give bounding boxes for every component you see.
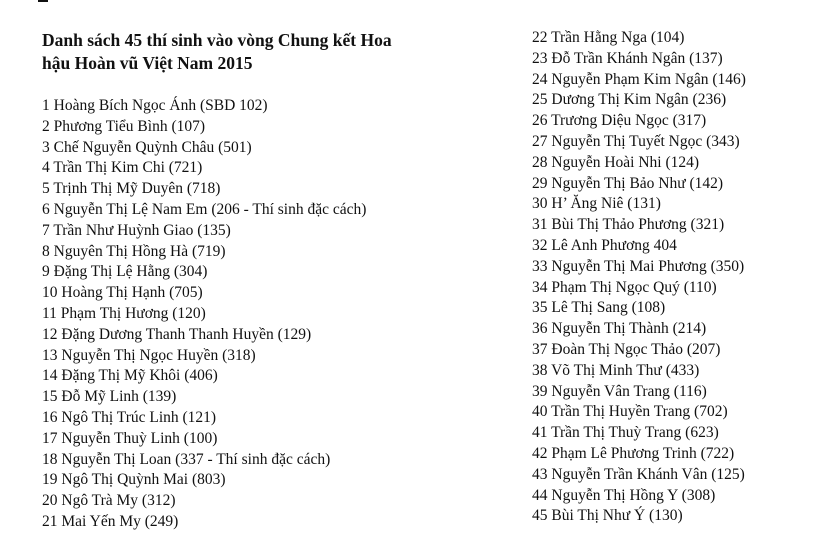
contestant-entry: 45 Bùi Thị Như Ý (130): [532, 507, 683, 525]
document-title: [42, 29, 462, 75]
contestant-entry: 18 Nguyễn Thị Loan (337 - Thí sinh đặc cách): [42, 450, 331, 468]
contestant-entry: 38 Võ Thị Minh Thư (433): [532, 361, 700, 379]
contestant-entry: 41 Trần Thị Thuỳ Trang (623): [532, 424, 719, 442]
contestant-entry: 40 Trần Thị Huyền Trang (702): [532, 403, 728, 421]
contestant-entry: 14 Đặng Thị Mỹ Khôi (406): [42, 367, 218, 385]
contestant-entry: 19 Ngô Thị Quỳnh Mai (803): [42, 471, 226, 489]
contestant-entry: 31 Bùi Thị Thảo Phương (321): [532, 216, 725, 234]
contestant-entry: 2 Phương Tiểu Bình (107): [42, 117, 206, 135]
contestant-entry: 36 Nguyễn Thị Thành (214): [532, 320, 707, 338]
contestant-entry: 11 Phạm Thị Hương (120): [42, 304, 206, 322]
contestant-entry: 20 Ngô Trà My (312): [42, 492, 176, 510]
contestant-entry: 33 Nguyễn Thị Mai Phương (350): [532, 257, 745, 275]
contestant-entry: 30 H’ Ăng Niê (131): [532, 195, 661, 213]
contestant-entry: 25 Dương Thị Kim Ngân (236): [532, 91, 727, 109]
contestant-entry: 13 Nguyễn Thị Ngọc Huyền (318): [42, 346, 256, 364]
title-line-2: hậu Hoàn vũ Việt Nam 2015: [42, 53, 253, 73]
contestant-entry: 35 Lê Thị Sang (108): [532, 299, 666, 317]
title-line-1: Danh sách 45 thí sinh vào vòng Chung kết Hoa: [42, 30, 392, 50]
contestant-entry: 7 Trần Như Huỳnh Giao (135): [42, 221, 231, 239]
contestant-entry: 26 Trương Diệu Ngọc (317): [532, 112, 707, 130]
contestant-entry: 16 Ngô Thị Trúc Linh (121): [42, 408, 217, 426]
contestant-entry: 32 Lê Anh Phương 404: [532, 236, 677, 254]
contestant-entry: 23 Đỗ Trần Khánh Ngân (137): [532, 49, 723, 67]
contestant-entry: 15 Đỗ Mỹ Linh (139): [42, 388, 177, 406]
contestant-entry: 12 Đặng Dương Thanh Thanh Huyền (129): [42, 325, 312, 343]
contestant-list-left: [42, 96, 366, 533]
contestant-entry: 6 Nguyễn Thị Lệ Nam Em (206 - Thí sinh đặc cách): [42, 200, 367, 218]
contestant-entry: 9 Đặng Thị Lệ Hằng (304): [42, 263, 208, 281]
contestant-entry: 27 Nguyễn Thị Tuyết Ngọc (343): [532, 132, 740, 150]
contestant-entry: 8 Nguyên Thị Hồng Hà (719): [42, 242, 226, 260]
contestant-entry: 29 Nguyễn Thị Bảo Như (142): [532, 174, 724, 192]
contestant-entry: 21 Mai Yến My (249): [42, 512, 179, 530]
contestant-entry: 10 Hoàng Thị Hạnh (705): [42, 284, 203, 302]
contestant-entry: 5 Trịnh Thị Mỹ Duyên (718): [42, 180, 221, 198]
contestant-list-right: [532, 28, 746, 527]
top-rule-fragment: [38, 0, 48, 2]
contestant-entry: 1 Hoàng Bích Ngọc Ánh (SBD 102): [42, 97, 268, 114]
contestant-entry: 4 Trần Thị Kim Chi (721): [42, 159, 203, 177]
contestant-entry: 39 Nguyễn Vân Trang (116): [532, 382, 707, 400]
contestant-entry: 43 Nguyễn Trần Khánh Vân (125): [532, 465, 745, 483]
contestant-entry: 3 Chế Nguyễn Quỳnh Châu (501): [42, 138, 252, 156]
contestant-entry: 22 Trần Hằng Nga (104): [532, 29, 685, 46]
contestant-entry: 34 Phạm Thị Ngọc Quý (110): [532, 278, 717, 296]
contestant-entry: 17 Nguyễn Thuỳ Linh (100): [42, 429, 218, 447]
contestant-entry: 44 Nguyễn Thị Hồng Y (308): [532, 486, 716, 504]
contestant-entry: 42 Phạm Lê Phương Trinh (722): [532, 444, 735, 462]
contestant-entry: 37 Đoàn Thị Ngọc Thảo (207): [532, 340, 721, 358]
contestant-entry: 28 Nguyễn Hoài Nhi (124): [532, 153, 700, 171]
contestant-entry: 24 Nguyễn Phạm Kim Ngân (146): [532, 70, 746, 88]
